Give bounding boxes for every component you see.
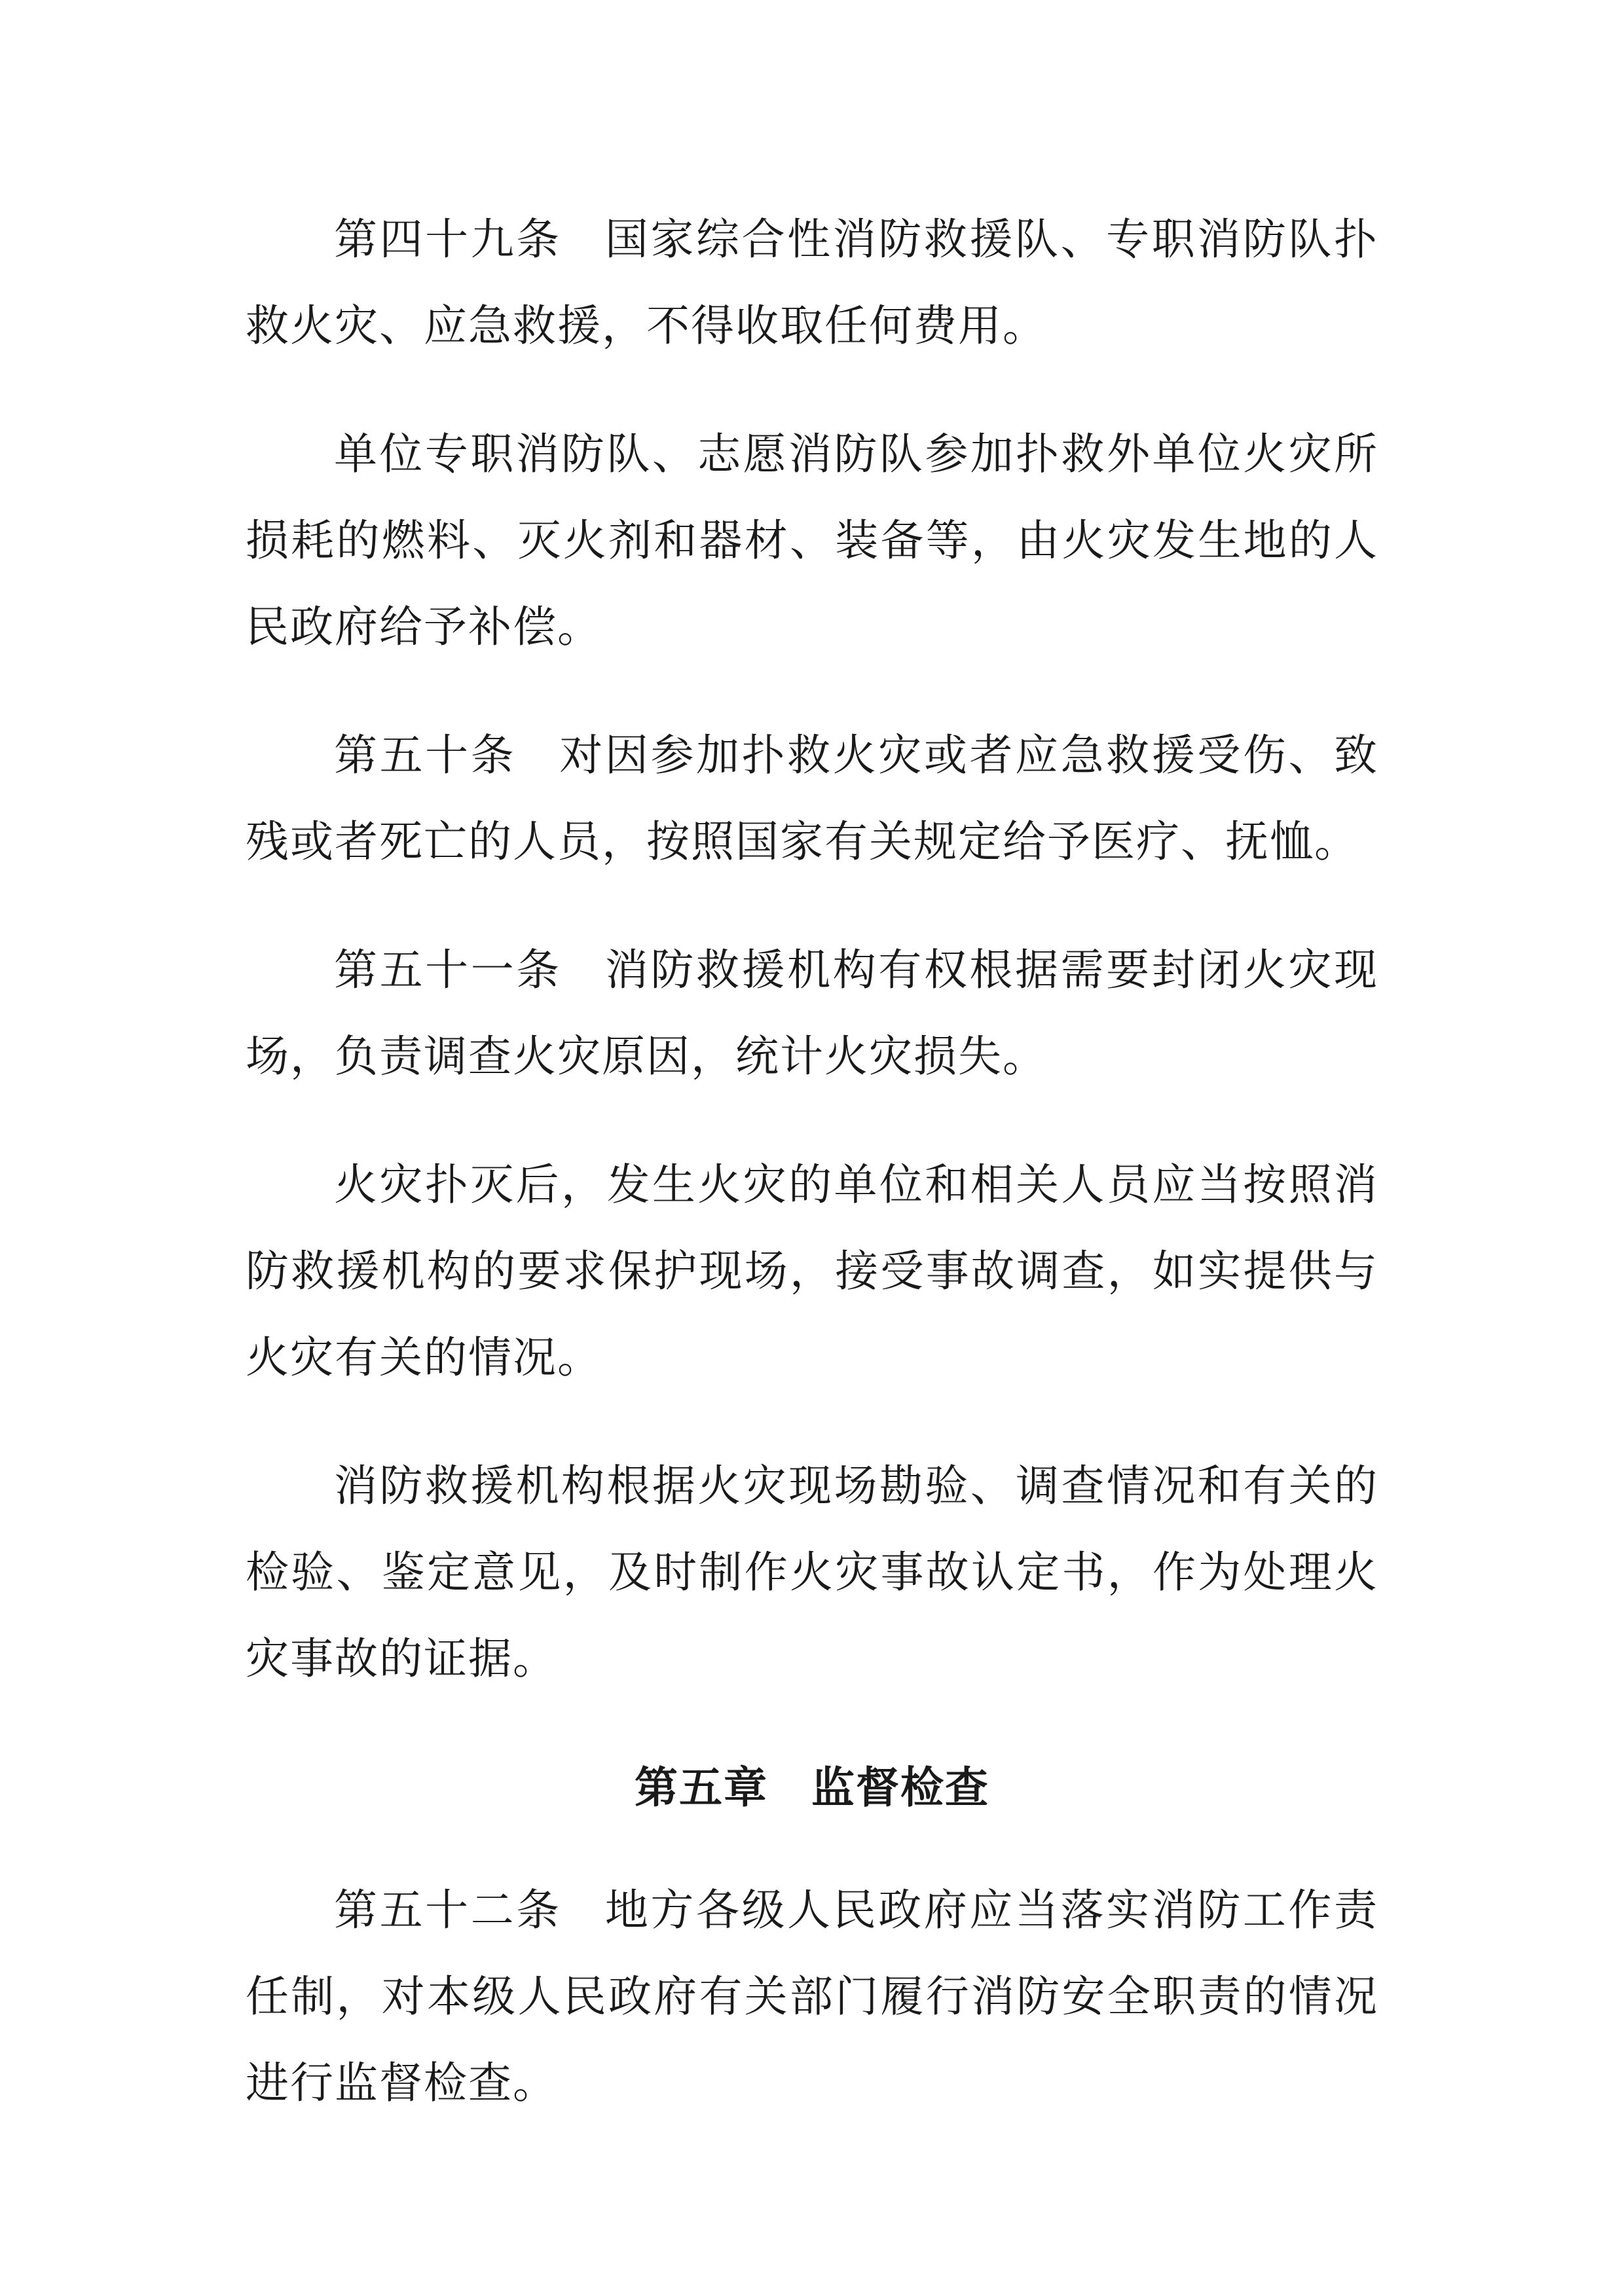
article-number: 第五十一条 — [334, 945, 562, 995]
article-49-paragraph-2 — [246, 411, 1378, 670]
article-number: 第四十九条 — [334, 214, 562, 264]
document-body — [246, 196, 1378, 2168]
chapter-title: 监督检查 — [811, 1762, 989, 1813]
chapter-heading — [246, 1744, 1378, 1831]
chapter-number: 第五章 — [635, 1762, 768, 1813]
article-text: 单位专职消防队、志愿消防队参加扑救外单位火灾所损耗的燃料、灭火剂和器材、装备等，由火灾发生地的人民政府给予补偿。 — [246, 429, 1378, 652]
article-number: 第五十条 — [334, 730, 517, 780]
article-text: 消防救援机构有权根据需要封闭火灾现场，负责调查火灾原因，统计火灾损失。 — [246, 945, 1379, 1082]
article-text: 对因参加扑救火灾或者应急救援受伤、致残或者死亡的人员，按照国家有关规定给予医疗、抚恤。 — [246, 730, 1379, 867]
article-number: 第五十二条 — [334, 1885, 562, 1935]
article-51-paragraph-2 — [246, 1142, 1378, 1401]
article-51-paragraph — [246, 927, 1378, 1100]
article-49-paragraph — [246, 196, 1378, 369]
article-text: 地方各级人民政府应当落实消防工作责任制，对本级人民政府有关部门履行消防安全职责的情况进行监督检查。 — [246, 1885, 1379, 2108]
article-52-paragraph — [246, 1867, 1378, 2126]
article-50-paragraph — [246, 712, 1378, 885]
article-51-paragraph-3 — [246, 1443, 1378, 1702]
article-text: 消防救援机构根据火灾现场勘验、调查情况和有关的检验、鉴定意见，及时制作火灾事故认定书，作为处理火灾事故的证据。 — [246, 1461, 1378, 1684]
article-text: 国家综合性消防救援队、专职消防队扑救火灾、应急救援，不得收取任何费用。 — [246, 214, 1379, 351]
article-text: 火灾扑灭后，发生火灾的单位和相关人员应当按照消防救援机构的要求保护现场，接受事故调查，如实提供与火灾有关的情况。 — [246, 1159, 1378, 1383]
